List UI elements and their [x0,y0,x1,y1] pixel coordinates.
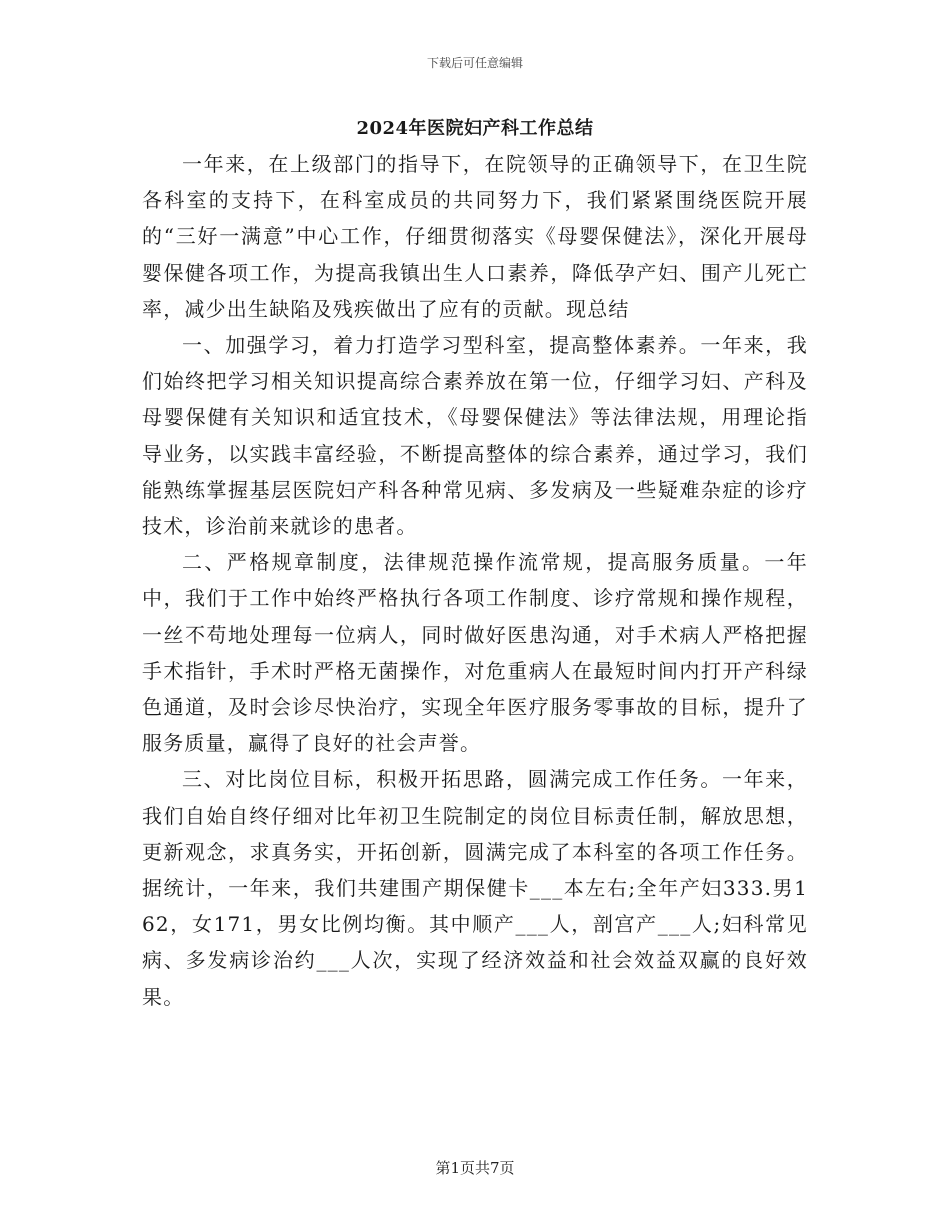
document-title: 2024年医院妇产科工作总结 [356,118,594,139]
paragraph-rules: 二、严格规章制度，法律规范操作流常规，提高服务质量。一年中，我们于工作中始终严格执行各项工作制度、诊疗常规和操作规程，一丝不苟地处理每一位病人，同时做好医患沟通，对手术病人严格把握手术指针，手术时严格无菌操作，对危重病人在最短时间内打开产科绿色通道，及时会诊尽快治疗，实现全年医疗服务零事故的目标，提升了服务质量，赢得了良好的社会声誉。 [142,550,808,756]
header-note: 下载后可任意编辑 [426,56,523,70]
paragraph-intro: 一年来，在上级部门的指导下，在院领导的正确领导下，在卫生院各科室的支持下，在科室成员的共同努力下，我们紧紧围绕医院开展的“三好一满意”中心工作，仔细贯彻落实《母婴保健法》，深化开展母婴保健各项工作，为提高我镇出生人口素养，降低孕产妇、围产儿死亡率，减少出生缺陷及残疾做出了应有的贡献。现总结 [142,152,808,321]
document-body [142,146,808,1015]
paragraph-study: 一、加强学习，着力打造学习型科室，提高整体素养。一年来，我们始终把学习相关知识提高综合素养放在第一位，仔细学习妇、产科及母婴保健有关知识和适宜技术，《母婴保健法》等法律法规，用理论指导业务，以实践丰富经验，不断提高整体的综合素养，通过学习，我们能熟练掌握基层医院妇产科各种常见病、多发病及一些疑难杂症的诊疗技术，诊治前来就诊的患者。 [142,333,808,539]
paragraph-targets: 三、对比岗位目标，积极开拓思路，圆满完成工作任务。一年来，我们自始自终仔细对比年初卫生院制定的岗位目标责任制，解放思想，更新观念，求真务实，开拓创新，圆满完成了本科室的各项工作任务。据统计，一年来，我们共建围产期保健卡___本左右;全年产妇333.男162，女171，男女比例均衡。其中顺产___人，剖宫产___人;妇科常见病、多发病诊治约___人次，实现了经济效益和社会效益双赢的良好效果。 [142,767,808,1009]
page-footer: 第1页共7页 [435,1159,515,1177]
